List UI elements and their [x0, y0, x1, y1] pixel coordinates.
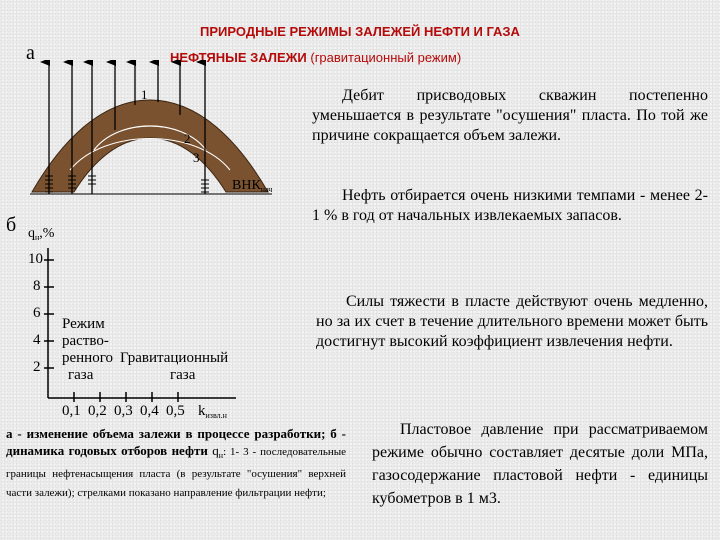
region-left-line-1: Режим: [62, 316, 105, 332]
x-axis-label: [198, 403, 227, 420]
page-title: ПРИРОДНЫЕ РЕЖИМЫ ЗАЛЕЖЕЙ НЕФТИ И ГАЗА: [200, 24, 520, 39]
x-axis-subscript: извл.н: [205, 411, 227, 420]
region-left-line-3: ренного: [62, 350, 113, 366]
caption-q-symbol: q: [212, 443, 219, 458]
x-tick-label-4: 0,4: [140, 403, 159, 419]
paragraph-gravity: Силы тяжести в пласте действуют очень медленно, но за их счет в течение длительного времени может быть достигнут высокий коэффициент извлечения нефти.: [316, 293, 708, 350]
caption-bold-1: а - изменение объема залежи в процессе разработки; б - динамика годовых отборов: [6, 426, 346, 458]
subtitle-bold: НЕФТЯНЫЕ ЗАЛЕЖИ: [170, 50, 307, 65]
y-tick-label-8: 8: [33, 278, 41, 294]
x-tick-label-5: 0,5: [166, 403, 185, 419]
vnk-text: ВНК: [232, 178, 261, 193]
region-left-line-4: газа: [68, 367, 94, 383]
subtitle-rest: (гравитационный режим): [306, 50, 462, 65]
diagram-a-letter: а: [26, 42, 35, 64]
vnk-label: [232, 178, 272, 194]
region-left-label: [62, 316, 113, 384]
region-right-line-1: Гравитационный: [120, 350, 229, 366]
caption-q-subscript: н: [218, 451, 224, 460]
y-axis-symbol: q: [28, 226, 35, 241]
y-axis-unit: ,%: [39, 226, 55, 241]
y-axis-subscript: н: [35, 233, 40, 242]
y-tick-label-10: 10: [28, 251, 43, 267]
paragraph-debit: Дебит присводовых скважин постепенно уменьшается в результате "осушения" пласта. По той же причине сокращается объем залежи.: [312, 87, 708, 144]
region-left-line-2: раство-: [62, 333, 109, 349]
x-tick-label-3: 0,3: [114, 403, 133, 419]
x-tick-label-1: 0,1: [62, 403, 81, 419]
caption-text: : 1- 3 - последовательные границы нефтенасыщения пласта (в результате "осушения" верхней части залежи); стрелками показано направление фильтрации нефти;: [6, 446, 346, 499]
boundary-label-2: 2: [184, 131, 191, 146]
region-right-label: [120, 350, 228, 384]
x-tick-label-2: 0,2: [88, 403, 107, 419]
boundary-label-3: 3: [193, 150, 200, 165]
region-right-line-2: газа: [170, 367, 196, 383]
y-tick-label-2: 2: [33, 359, 41, 375]
chart-b-letter: б: [6, 214, 17, 236]
y-tick-label-4: 4: [33, 332, 41, 348]
paragraph-rates: Нефть отбирается очень низкими темпами - менее 2-1 % в год от начальных извлекаемых запасов.: [312, 187, 708, 224]
x-axis-symbol: k: [198, 403, 206, 419]
y-tick-label-6: 6: [33, 305, 41, 321]
boundary-label-1: 1: [141, 87, 148, 102]
vnk-subscript: нач: [260, 185, 273, 194]
paragraph-pressure: Пластовое давление при рассматриваемом режиме обычно составляет десятые доли МПа, газосодержание пластовой нефти - единицы кубометров в 1 м3.: [372, 421, 708, 507]
figure-caption: [6, 425, 346, 502]
caption-bold-2: нефти: [167, 443, 213, 458]
